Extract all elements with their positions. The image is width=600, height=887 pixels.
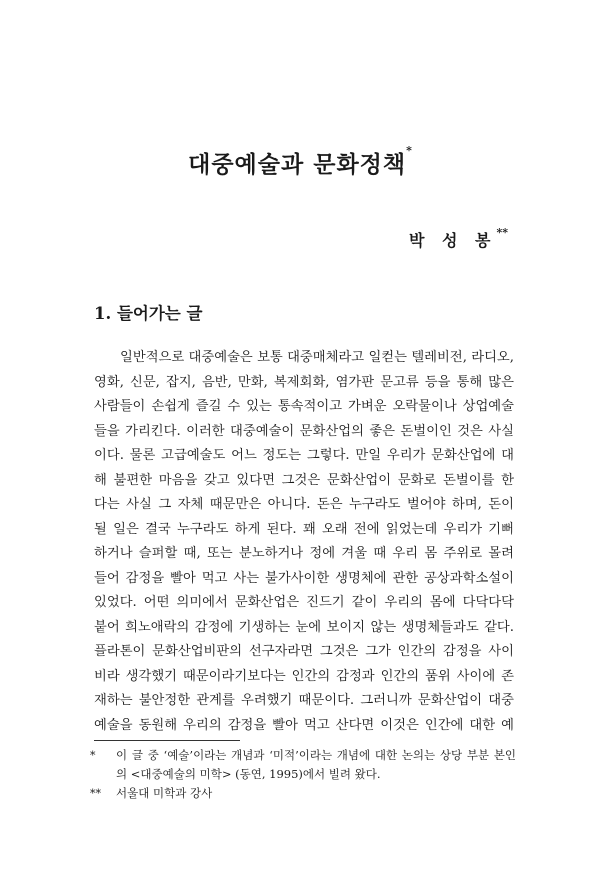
footnote-line: 의 <대중예술의 미학> (동연, 1995)에서 빌려 왔다. bbox=[116, 767, 381, 781]
footnote bbox=[90, 746, 516, 784]
footnote-divider bbox=[94, 740, 240, 741]
footnotes bbox=[90, 746, 516, 803]
section-heading: 1. 들어가는 글 bbox=[94, 304, 203, 323]
author-line bbox=[409, 228, 508, 251]
paragraph-line: 재하는 불안정한 관계를 우려했기 때문이다. 그러니까 문화산업이 대중 bbox=[94, 693, 514, 708]
footnote-line: 서울대 미학과 강사 bbox=[116, 786, 213, 800]
paragraph-line: 들어 감정을 빨아 먹고 사는 불가사이한 생명체에 관한 공상과학소설이 bbox=[94, 570, 514, 586]
paragraph-line: 플라톤이 문화산업비판의 선구자라면 그것은 그가 인간의 감정을 사이 bbox=[94, 644, 514, 659]
footnote bbox=[90, 784, 516, 803]
paragraph-line: 이다. 물론 고급예술도 어느 정도는 그렇다. 만일 우리가 문화산업에 대 bbox=[94, 448, 514, 463]
paragraph-line: 붙어 희노애락의 감정에 기생하는 눈에 보이지 않는 생명체들과도 같다. bbox=[94, 619, 514, 635]
paragraph-line: 해 불편한 마음을 갖고 있다면 그것은 문화산업이 문화로 돈벌이를 한 bbox=[94, 472, 514, 488]
paragraph-line: 하거나 슬퍼할 때, 또는 분노하거나 정에 겨울 때 우리 몸 주위로 몰려 bbox=[94, 546, 514, 561]
paragraph-line: 될 일은 결국 누구라도 하게 된다. 꽤 오래 전에 읽었는데 우리가 기뻐 bbox=[94, 521, 514, 537]
paragraph-line: 다는 사실 그 자체 때문만은 아니다. 돈은 누구라도 벌어야 하며, 돈이 bbox=[94, 497, 514, 512]
footnote-line: 이 글 중 ‘예술’이라는 개념과 ‘미적’이라는 개념에 대한 논의는 상당 부분 본인 bbox=[116, 748, 516, 762]
paragraph-line: 비라 생각했기 때문이라기보다는 인간의 감정과 인간의 품위 사이에 존 bbox=[94, 668, 514, 684]
body-paragraph bbox=[94, 346, 514, 738]
paragraph-line: 들을 가리킨다. 이러한 대중예술이 문화산업의 좋은 돈벌이인 것은 사실 bbox=[94, 423, 514, 439]
paragraph-line: 있었다. 어떤 의미에서 문화산업은 진드기 같이 우리의 몸에 다닥다닥 bbox=[94, 595, 514, 610]
paragraph-line: 영화, 신문, 잡지, 음반, 만화, 복제회화, 염가판 문고류 등을 통해 많은 bbox=[94, 374, 514, 390]
author-name: 박 성 봉 bbox=[408, 231, 497, 250]
title-footnote-mark: * bbox=[406, 144, 412, 157]
article-title-text: 대중예술과 문화정책 bbox=[188, 151, 407, 178]
footnote-mark: * bbox=[90, 749, 96, 762]
paragraph-line: 예술을 동원해 우리의 감정을 빨아 먹고 산다면 이것은 인간에 대한 예 bbox=[94, 717, 514, 733]
paragraph-line: 사람들이 손쉽게 즐길 수 있는 통속적이고 가벼운 오락물이나 상업예술 bbox=[94, 399, 514, 414]
article-title bbox=[0, 146, 600, 179]
footnote-mark: ** bbox=[90, 787, 101, 800]
paragraph-line: 일반적으로 대중예술은 보통 대중매체라고 일컫는 텔레비전, 라디오, bbox=[120, 350, 514, 365]
author-footnote-mark: ** bbox=[496, 226, 508, 239]
